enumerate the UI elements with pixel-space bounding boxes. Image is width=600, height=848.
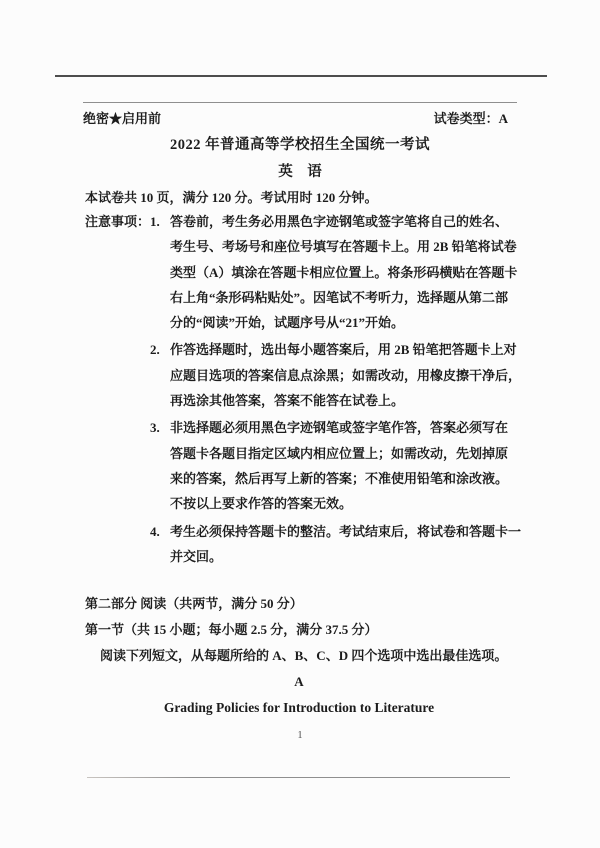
top-rule — [55, 75, 547, 77]
page-number: 1 — [297, 730, 303, 741]
passage-label: A — [294, 674, 304, 689]
exam-info-line: 本试卷共 10 页，满分 120 分。考试用时 120 分钟。 — [85, 190, 378, 205]
part-heading: 第二部分 阅读（共两节，满分 50 分） — [85, 596, 303, 611]
notice-line: 类型（A）填涂在答题卡相应位置上。将条形码横贴在答题卡 — [170, 264, 518, 280]
notice-line: 作答选择题时，选出每小题答案后，用 2B 铅笔把答题卡上对 — [170, 342, 517, 358]
reading-instruction: 阅读下列短文，从每题所给的 A、B、C、D 四个选项中选出最佳选项。 — [100, 648, 508, 663]
notice-section — [85, 209, 522, 569]
reading-section — [85, 591, 515, 721]
notice-line: 考生号、考场号和座位号填写在答题卡上。用 2B 铅笔将试卷 — [170, 239, 517, 255]
notice-line: 答卷前，考生务必用黑色字迹钢笔或签字笔将自己的姓名、 — [170, 214, 509, 229]
page-header — [83, 110, 508, 127]
notice-line: 并交回。 — [170, 548, 223, 564]
exam-title: 2022 年普通高等学校招生全国统一考试 — [169, 137, 431, 153]
notice-item-2 — [85, 337, 522, 413]
footer-rule — [87, 777, 510, 778]
notice-item-4 — [85, 519, 522, 570]
paper-type-label: 试卷类型：A — [433, 111, 508, 126]
notice-line: 应题目选项的答案信息点涂黑；如需改动，用橡皮擦干净后， — [170, 367, 522, 383]
notice-item-1 — [85, 209, 517, 335]
passage-title: Grading Policies for Introduction to Literature — [163, 700, 435, 715]
notice-line: 考生必须保持答题卡的整洁。考试结束后，将试卷和答题卡一 — [170, 523, 522, 539]
notice-item-3 — [85, 415, 517, 516]
header-rule — [83, 102, 517, 103]
notice-item-number: 4. — [150, 523, 160, 539]
notice-line: 分的“阅读”开始，试题序号从“21”开始。 — [170, 315, 405, 331]
notice-line: 再选涂其他答案，答案不能答在试卷上。 — [170, 393, 405, 409]
notice-item-number: 1. — [150, 214, 160, 229]
notice-label: 注意事项： — [85, 214, 151, 229]
notice-line: 答题卡各题目指定区域内相应位置上；如需改动，先划掉原 — [170, 445, 509, 461]
notice-line: 不按以上要求作答的答案无效。 — [170, 496, 353, 512]
subject-title: 英 语 — [278, 164, 322, 180]
subsection-heading: 第一节（共 15 小题；每小题 2.5 分，满分 37.5 分） — [85, 622, 378, 637]
security-marking: 绝密★启用前 — [83, 111, 162, 126]
notice-line: 非选择题必须用黑色字迹钢笔或签字笔作答，答案必须写在 — [170, 420, 509, 436]
notice-item-number: 3. — [150, 420, 160, 436]
notice-item-number: 2. — [150, 342, 160, 358]
notice-line: 来的答案，然后再写上新的答案；不准使用铅笔和涂改液。 — [170, 470, 509, 486]
notice-line: 右上角“条形码粘贴处”。因笔试不考听力，选择题从第二部 — [170, 289, 509, 305]
